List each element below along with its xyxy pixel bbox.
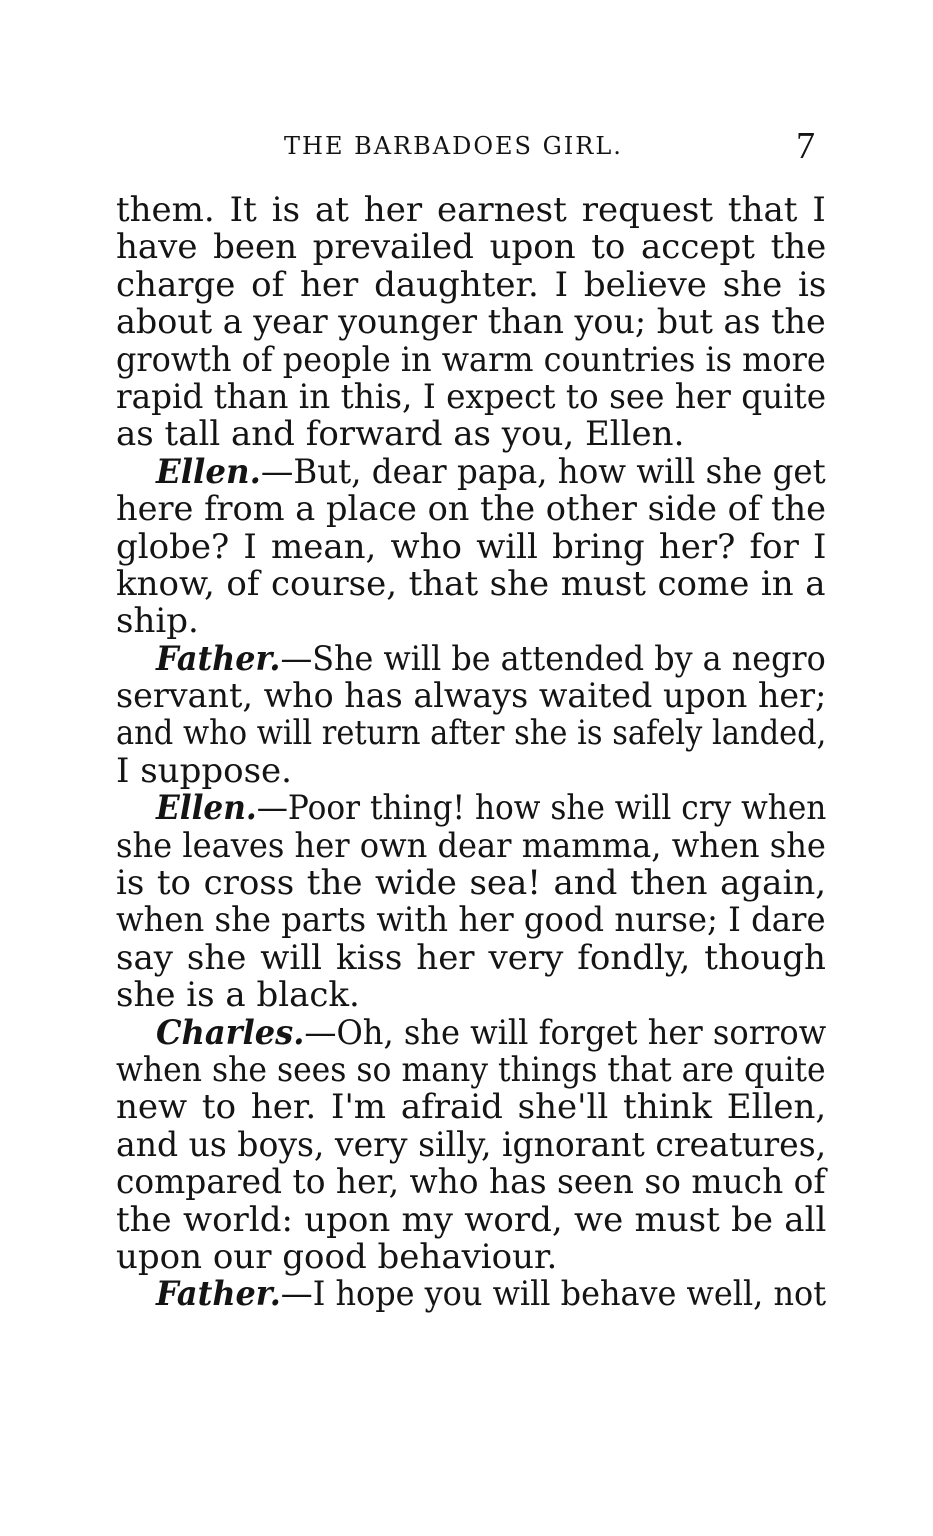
dialogue-line: Charles.—Oh, she will forget her sorrow [156, 1012, 827, 1053]
speaker-name: Ellen. [156, 451, 261, 492]
text-line: and us boys, very silly, ignorant creatures, [116, 1124, 827, 1165]
text-line: have been prevailed upon to accept the [116, 227, 827, 268]
speaker-name: Father. [156, 638, 281, 679]
dialogue-line: Father.—I hope you will behave well, not [156, 1274, 827, 1315]
text-line: servant, who has always waited upon her; [116, 676, 827, 717]
text-line: I suppose. [116, 750, 292, 791]
text-line: rapid than in this, I expect to see her quite [116, 376, 827, 417]
text-line: ship. [116, 601, 199, 642]
text-line: growth of people in warm countries is more [116, 339, 826, 380]
speaker-name: Father. [156, 1274, 281, 1315]
text-line: when she parts with her good nurse; I dare [116, 900, 826, 941]
text-line: compared to her, who has seen so much of [116, 1162, 826, 1203]
dialogue-line: Father.—She will be attended by a negro [156, 638, 826, 679]
text-line: globe? I mean, who will bring her? for I [116, 526, 827, 567]
text-line: them. It is at her earnest request that I [116, 190, 826, 230]
dialogue-line: Ellen.—Poor thing! how she will cry when [156, 788, 827, 829]
text-line: she leaves her own dear mamma, when she [116, 825, 826, 866]
text-line: upon our good behaviour. [116, 1236, 558, 1277]
text-line: when she sees so many things that are quite [116, 1049, 826, 1090]
speaker-name: Charles. [156, 1012, 305, 1053]
speaker-name: Ellen. [156, 788, 257, 829]
text-line: the world: upon my word, we must be all [116, 1199, 827, 1240]
dialogue-line: Ellen.—But, dear papa, how will she get [156, 451, 826, 492]
text-line: as tall and forward as you, Ellen. [116, 414, 685, 455]
text-line: she is a black. [116, 975, 360, 1016]
page-number: 7 [796, 125, 815, 167]
running-title: THE BARBADOES GIRL. [284, 132, 623, 160]
text-line: is to cross the wide sea! and then again, [116, 863, 827, 904]
text-line: and who will return after she is safely landed, [116, 713, 827, 754]
text-line: here from a place on the other side of the [116, 489, 826, 530]
text-line: say she will kiss her very fondly, though [116, 937, 826, 978]
text-line: about a year younger than you; but as the [116, 302, 826, 343]
text-line: charge of her daughter. I believe she is [116, 264, 827, 305]
page-header [0, 125, 933, 168]
text-line: new to her. I'm afraid she'll think Ellen, [116, 1087, 827, 1128]
body-text [116, 192, 826, 1314]
text-line: know, of course, that she must come in a [116, 563, 826, 604]
